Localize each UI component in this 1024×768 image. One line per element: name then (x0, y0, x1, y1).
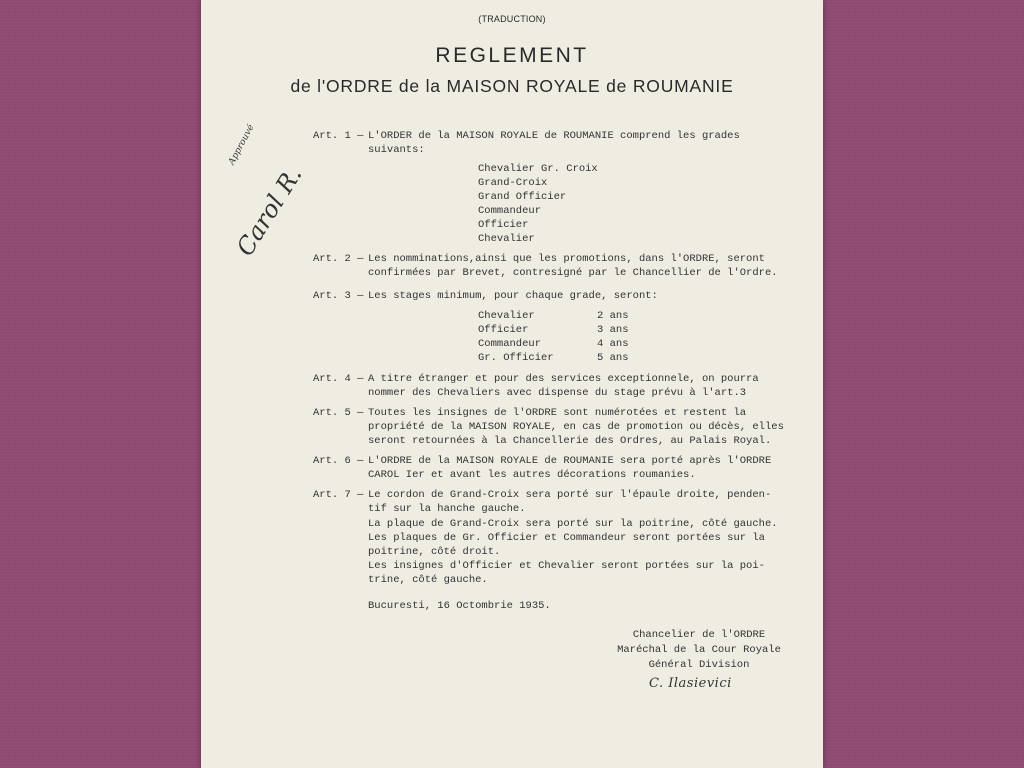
article-5-line-1: Toutes les insignes de l'ORDRE sont numérotées et restent la (368, 407, 747, 419)
article-7-line-4: Les plaques de Gr. Officier et Commandeur seront portées sur la (368, 532, 765, 544)
signature-title-2: Maréchal de la Cour Royale (617, 644, 781, 656)
document-title: REGLEMENT (435, 44, 589, 67)
stage-grade: Chevalier (478, 310, 535, 322)
article-4-line-1: A titre étranger et pour des services exceptionnele, on pourra (368, 373, 759, 385)
signature-title-1: Chancelier de l'ORDRE (632, 629, 766, 641)
article-7-label: Art. 7 — (313, 489, 364, 501)
article-3-line-1: Les stages minimum, pour chaque grade, seront: (368, 290, 658, 302)
stage-years: 2 ans (597, 310, 629, 322)
grade-item: Officier (478, 219, 529, 231)
article-1-line-1: L'ORDER de la MAISON ROYALE de ROUMANIE comprend les grades (368, 130, 740, 142)
article-2-line-1: Les nomminations,ainsi que les promotions, dans l'ORDRE, seront (368, 253, 765, 265)
stage-years: 5 ans (597, 352, 629, 364)
royal-signature: Carol R. (231, 161, 308, 261)
signature-title-3: Général Division (648, 659, 750, 671)
grade-item: Grand-Croix (478, 177, 548, 189)
article-6-line-2: CAROL Ier et avant les autres décorations roumanies. (368, 469, 696, 481)
article-7-line-6: Les insignes d'Officier et Chevalier seront portées sur la poi- (368, 560, 765, 572)
article-7-line-3: La plaque de Grand-Croix sera porté sur la poitrine, côté gauche. (368, 518, 778, 530)
article-4-label: Art. 4 — (313, 373, 364, 385)
article-7-line-2: tif sur la hanche gauche. (368, 503, 526, 515)
article-2-line-2: confirmées par Brevet, contresigné par le Chancellier de l'Ordre. (368, 267, 778, 279)
article-3-label: Art. 3 — (313, 290, 364, 302)
document-page (201, 0, 823, 768)
date-line: Bucuresti, 16 Octombrie 1935. (368, 600, 551, 612)
stage-grade: Commandeur (478, 338, 542, 350)
stage-years: 4 ans (597, 338, 629, 350)
grade-item: Commandeur (478, 205, 542, 217)
stage-years: 3 ans (597, 324, 629, 336)
chancellor-signature: C. Ilasievici (649, 676, 732, 691)
article-7-line-5: poitrine, côté droit. (368, 546, 501, 558)
article-7-line-7: trine, côté gauche. (368, 574, 488, 586)
article-4-line-2: nommer des Chevaliers avec dispense du stage prévu à l'art.3 (368, 387, 747, 399)
approval-label: Approuvé (227, 123, 257, 167)
stage-grade: Officier (478, 324, 529, 336)
traduction-label: (TRADUCTION) (478, 14, 546, 24)
article-5-label: Art. 5 — (313, 407, 364, 419)
article-6-label: Art. 6 — (313, 455, 364, 467)
article-5-line-3: seront retournées à la Chancellerie des Ordres, au Palais Royal. (368, 435, 772, 447)
article-7-line-1: Le cordon de Grand-Croix sera porté sur l'épaule droite, penden- (368, 489, 772, 501)
grade-item: Chevalier Gr. Croix (478, 163, 598, 175)
article-1-label: Art. 1 — (313, 130, 364, 142)
article-5-line-2: propriété de la MAISON ROYALE, en cas de promotion ou décès, elles (368, 421, 784, 433)
grade-item: Chevalier (478, 233, 535, 245)
grade-item: Grand Officier (478, 191, 567, 203)
article-6-line-1: L'ORDRE de la MAISON ROYALE de ROUMANIE sera porté après l'ORDRE (368, 455, 772, 467)
article-1-line-2: suivants: (368, 144, 425, 156)
article-2-label: Art. 2 — (313, 253, 364, 265)
document-subtitle: de l'ORDRE de la MAISON ROYALE de ROUMANIE (290, 76, 734, 96)
stage-grade: Gr. Officier (478, 352, 554, 364)
